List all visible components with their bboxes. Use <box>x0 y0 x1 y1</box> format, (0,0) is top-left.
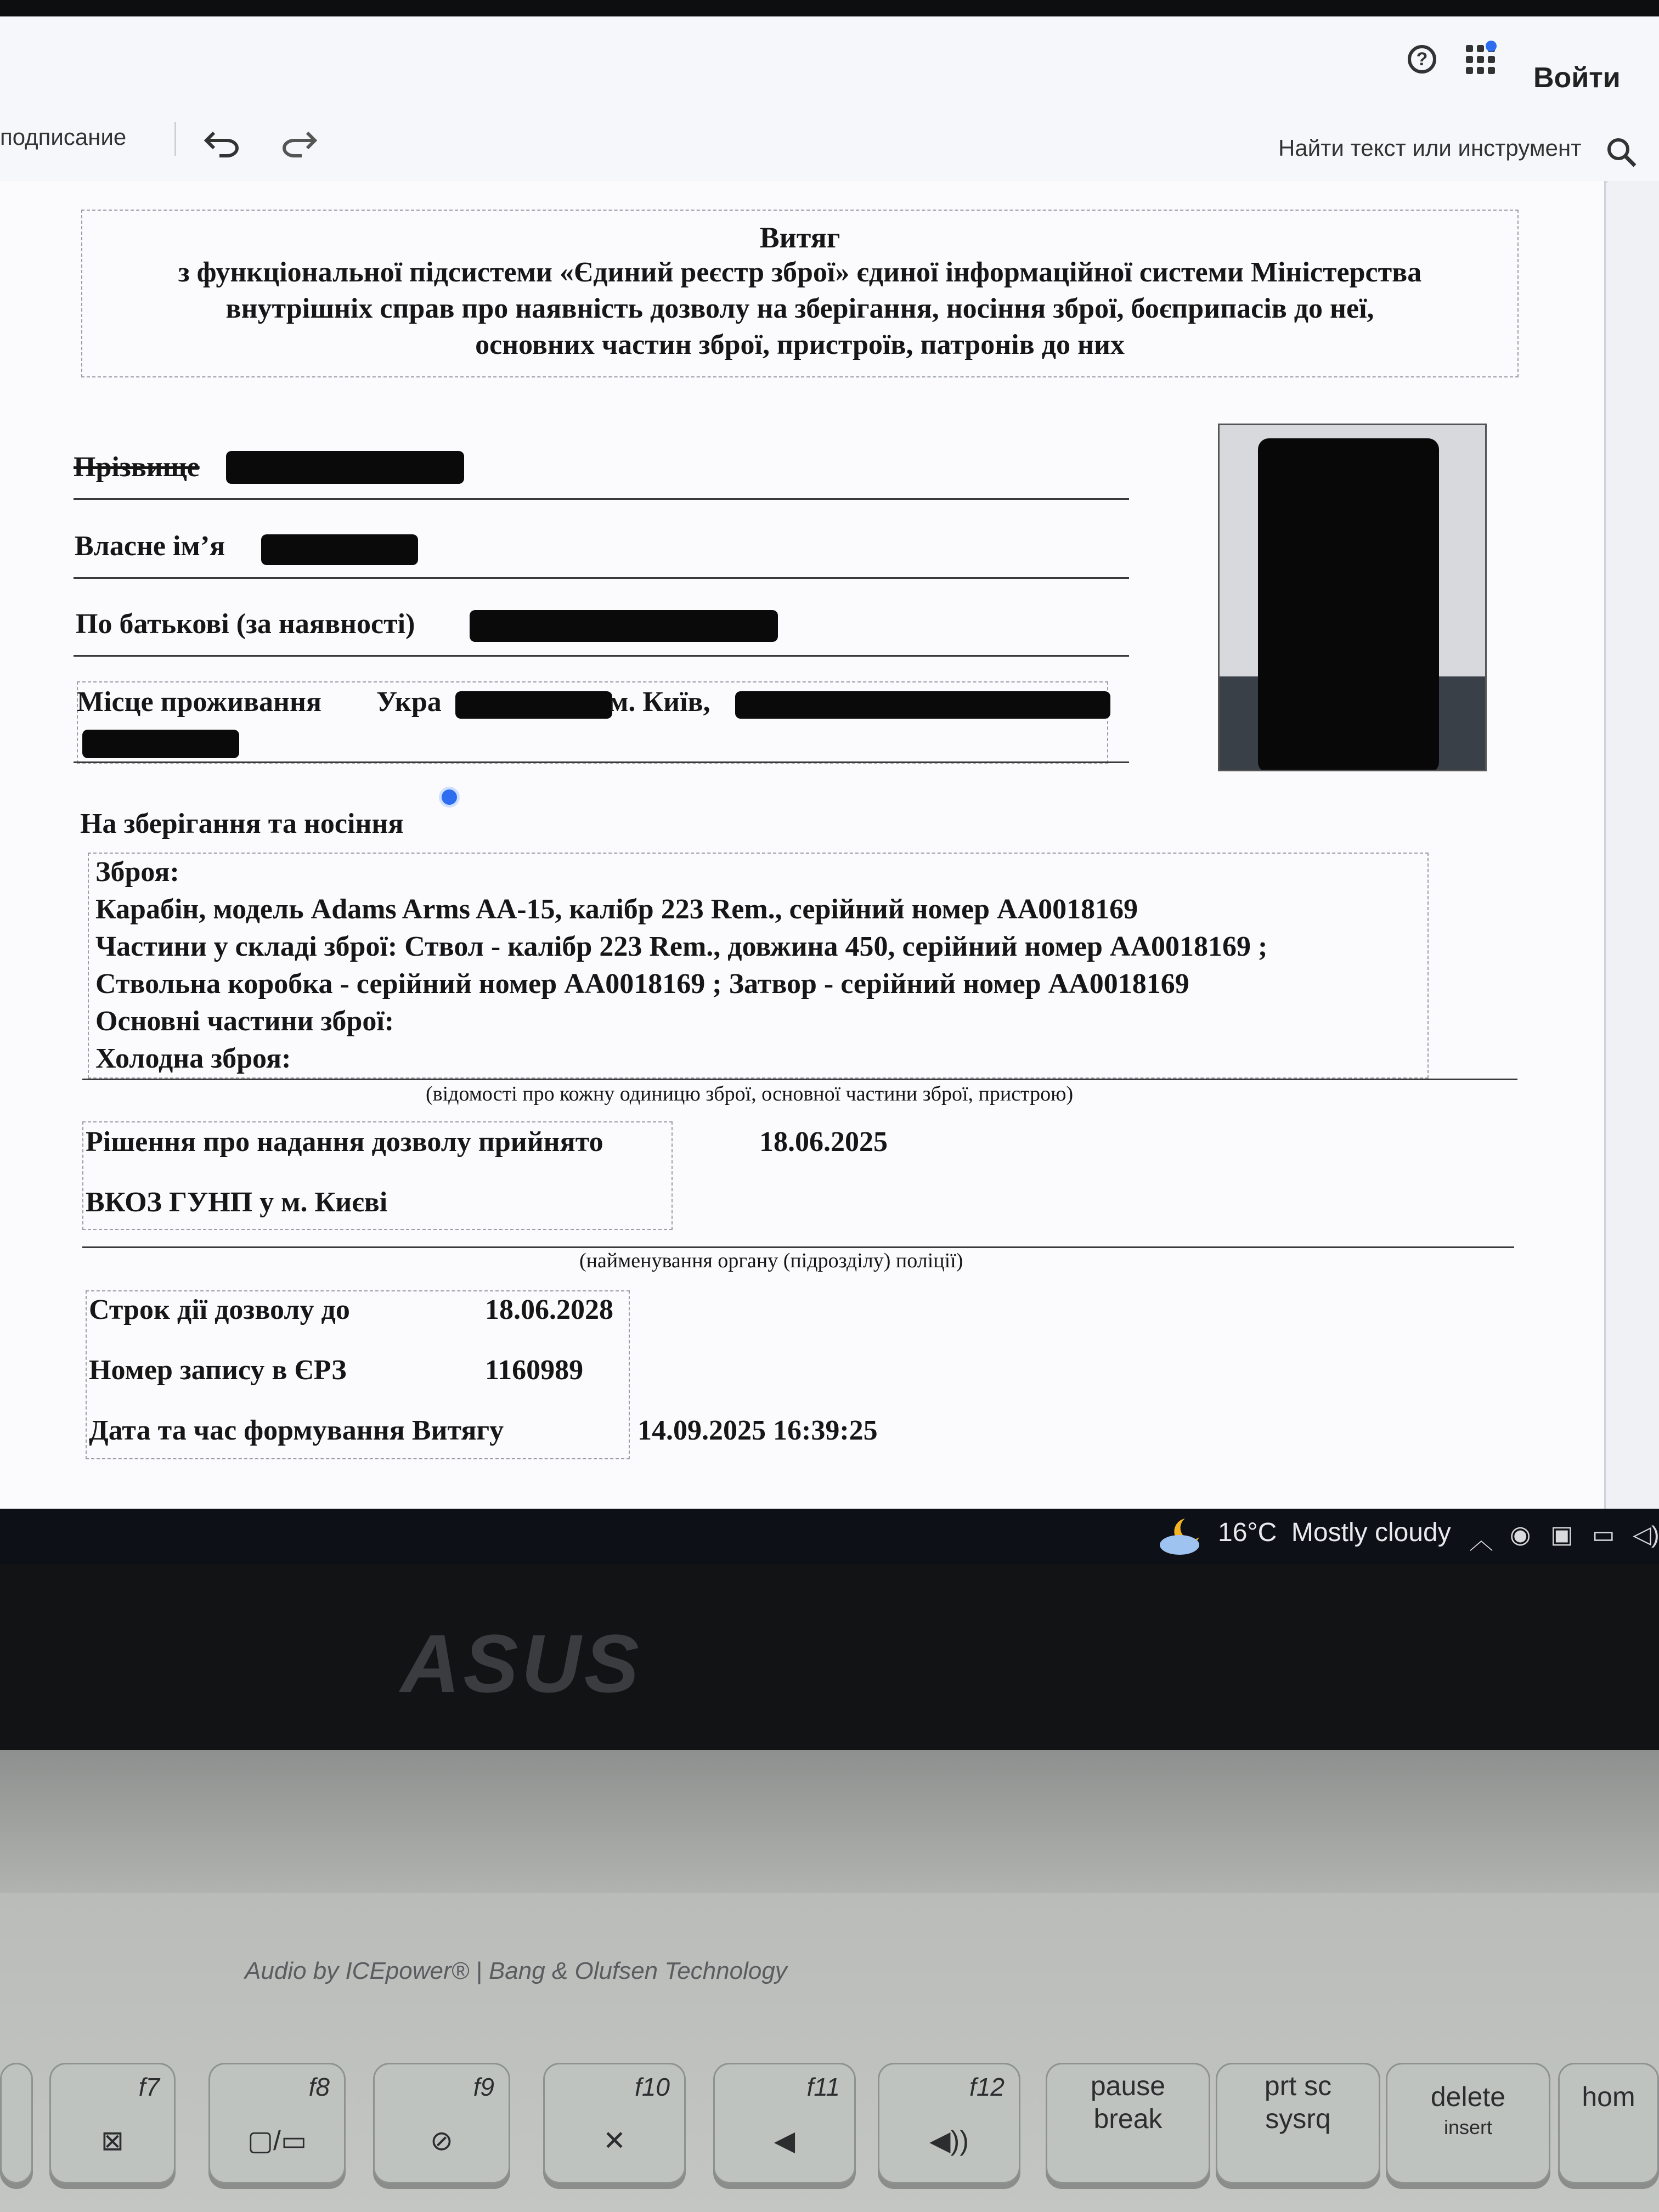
key-prtsc-sysrq[interactable]: prt sc sysrq <box>1216 2063 1380 2183</box>
cold-weapon-label: Холодна зброя: <box>95 1043 291 1074</box>
document-title-block <box>81 210 1519 377</box>
key-f9[interactable]: f9 ⊘ <box>373 2063 510 2183</box>
redo-icon[interactable] <box>280 125 318 158</box>
document-subtitle-line: з функціональної підсистеми «Єдиний реєстр зброї» єдиної інформаційної системи Міністерства <box>178 257 1422 288</box>
weapon-receiver-entry[interactable]: Ствольна коробка - серійний номер AA0018169 ; Затвор - серійний номер AA0018169 <box>95 968 1189 1000</box>
field-underline <box>82 1079 1517 1080</box>
weather-text[interactable] <box>1218 1517 1451 1548</box>
authority-caption: (найменування органу (підрозділу) поліції) <box>579 1249 963 1272</box>
surname-label[interactable]: Прізвище <box>74 452 200 483</box>
permit-type[interactable]: На зберігання та носіння <box>80 808 404 839</box>
weapons-heading: Зброя: <box>95 856 179 888</box>
key-f7[interactable]: f7 ⊠ <box>49 2063 176 2183</box>
redacted-given-name <box>261 534 418 565</box>
given-name-label[interactable]: Власне ім’я <box>75 531 225 562</box>
laptop-top-bezel <box>0 0 1659 16</box>
tray-battery-icon[interactable]: ▭ <box>1592 1521 1615 1548</box>
field-underline <box>74 761 1129 763</box>
validity-label: Строк дії дозволу до <box>89 1294 350 1325</box>
redacted-surname <box>226 451 464 484</box>
comment-pin-icon[interactable] <box>439 787 460 808</box>
field-underline <box>82 1246 1514 1248</box>
weapon-parts-entry[interactable]: Частини у складі зброї: Ствол - калібр 223 Rem., довжина 450, серійний номер AA0018169 ; <box>95 931 1268 962</box>
tray-chevron-icon[interactable]: ︿ <box>1469 1527 1493 1554</box>
redacted-address-line2 <box>82 730 239 758</box>
weapons-list <box>95 854 1267 1077</box>
brand-logo: ASUS <box>400 1617 642 1709</box>
toolbar-divider <box>174 122 176 156</box>
screen <box>0 16 1659 1509</box>
residence-country: Укра <box>376 686 442 718</box>
document-subtitle-line: основних частин зброї, пристроїв, патронів до них <box>475 329 1125 360</box>
record-number[interactable]: 1160989 <box>485 1355 584 1386</box>
patronymic-label[interactable]: По батькові (за наявності) <box>76 608 415 640</box>
weather-condition: Mostly cloudy <box>1291 1518 1451 1547</box>
app-toolbar <box>0 16 1659 183</box>
laptop-bottom-bezel <box>0 1564 1659 1750</box>
tray-record-icon[interactable]: ◉ <box>1510 1521 1531 1548</box>
validity-date[interactable]: 18.06.2028 <box>485 1294 613 1325</box>
redacted-patronymic <box>470 610 778 642</box>
weapons-caption: (відомості про кожну одиницю зброї, основної частини зброї, пристрою) <box>426 1082 1074 1105</box>
generated-label: Дата та час формування Витягу <box>89 1415 504 1446</box>
signin-button[interactable]: Войти <box>1533 62 1621 94</box>
key-f8[interactable]: f8 ▢/▭ <box>208 2063 346 2183</box>
temperature: 16°C <box>1218 1518 1277 1547</box>
holder-photo <box>1218 424 1487 771</box>
document-subtitle-line: внутрішніх справ про наявність дозволу на зберігання, носіння зброї, боєприпасів до неї, <box>225 293 1374 324</box>
redacted-address-part <box>455 691 612 719</box>
residence-city: м. Київ, <box>609 686 710 718</box>
field-underline <box>74 655 1129 657</box>
sign-tool-label[interactable]: подписание <box>0 124 127 150</box>
help-icon[interactable]: ? <box>1408 45 1436 74</box>
key-f10[interactable]: f10 ✕ <box>543 2063 686 2183</box>
key-delete-insert[interactable]: delete insert <box>1386 2063 1550 2183</box>
redacted-address-street <box>735 691 1110 719</box>
decision-date[interactable]: 18.06.2025 <box>759 1126 888 1158</box>
record-number-label: Номер запису в ЄРЗ <box>89 1355 347 1386</box>
residence-label[interactable]: Місце проживання <box>77 686 322 718</box>
field-underline <box>74 577 1129 579</box>
laptop-hinge <box>0 1750 1659 1893</box>
weather-cloudy-moon-icon[interactable] <box>1156 1514 1206 1557</box>
police-authority[interactable]: ВКОЗ ГУНП у м. Києві <box>86 1187 388 1218</box>
key-partial[interactable] <box>0 2063 33 2183</box>
undo-icon[interactable] <box>203 125 241 158</box>
key-pause-break[interactable]: pause break <box>1046 2063 1210 2183</box>
field-underline <box>74 498 1129 500</box>
document-title: Витяг <box>759 221 840 254</box>
redacted-face <box>1258 438 1439 771</box>
decision-label: Рішення про надання дозволу прийнято <box>86 1126 603 1158</box>
key-f12[interactable]: f12 ◀)) <box>878 2063 1020 2183</box>
document-page <box>0 181 1606 1509</box>
generated-datetime[interactable]: 14.09.2025 16:39:25 <box>637 1415 878 1446</box>
weapon-entry[interactable]: Карабін, модель Adams Arms AA-15, калібр 223 Rem., серійний номер AA0018169 <box>95 894 1138 925</box>
notification-dot-icon <box>1486 41 1497 52</box>
tray-volume-icon[interactable]: ◁) <box>1633 1521 1659 1548</box>
find-tool-input[interactable]: Найти текст или инструмент <box>1278 135 1582 161</box>
key-home[interactable]: hom <box>1558 2063 1659 2183</box>
search-icon[interactable] <box>1605 136 1637 168</box>
audio-branding: Audio by ICEpower® | Bang & Olufsen Technology <box>245 1957 787 1984</box>
main-parts-label: Основні частини зброї: <box>95 1006 394 1037</box>
key-f11[interactable]: f11 ◀ <box>713 2063 856 2183</box>
page-scrollbar[interactable] <box>1607 181 1659 1509</box>
tray-network-icon[interactable]: ▣ <box>1550 1521 1573 1548</box>
